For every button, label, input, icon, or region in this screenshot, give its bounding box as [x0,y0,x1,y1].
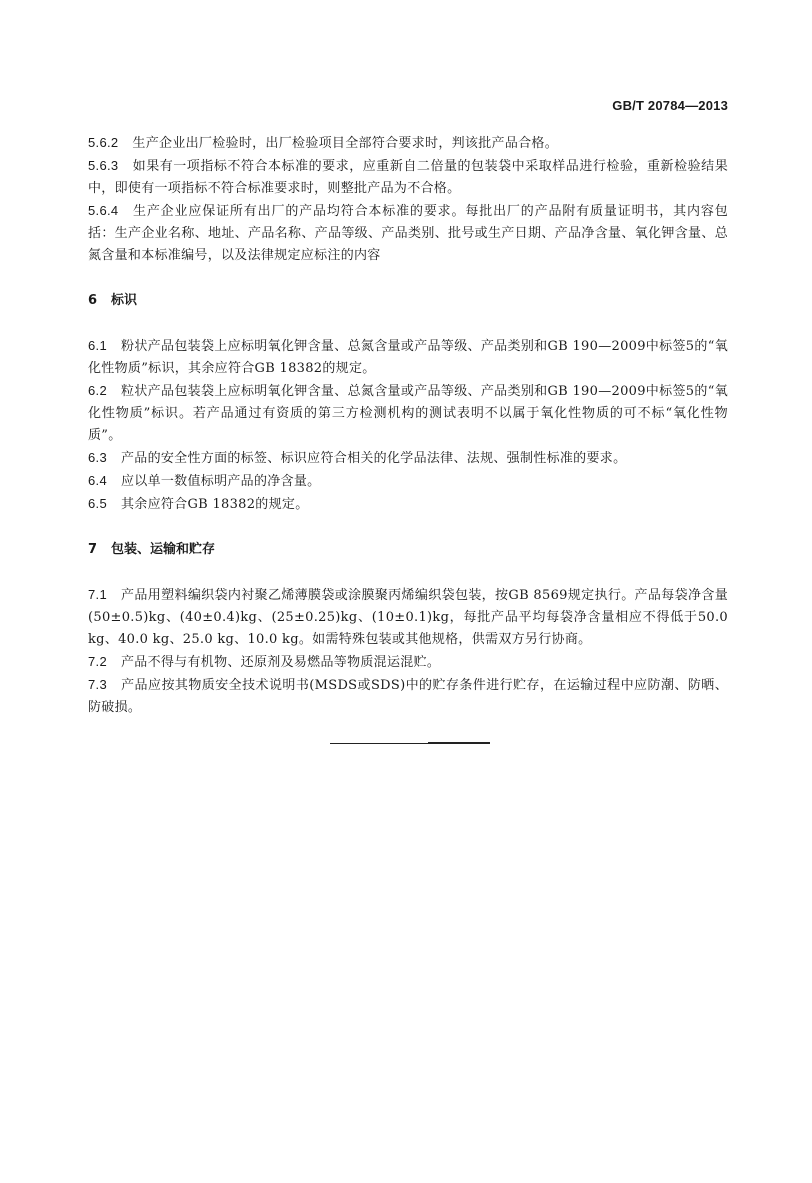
clause-number: 5.6.2 [88,135,119,150]
document-body [88,132,728,719]
section-title: 标识 [111,293,138,308]
clause-text: 应以单一数值标明产品的净含量。 [120,474,321,489]
clause-6-1 [88,335,728,380]
clause-number: 5.6.4 [88,203,119,218]
clause-number: 5.6.3 [88,158,119,173]
section-6-heading [88,290,728,312]
clause-text: 其余应符合GB 18382的规定。 [120,497,309,512]
clause-number: 6.2 [88,383,107,398]
clause-6-2 [88,380,728,447]
clause-number: 6.5 [88,496,107,511]
clause-5-6-2 [88,132,728,155]
clause-number: 6.3 [88,450,107,465]
clause-text: 产品不得与有机物、还原剂及易燃品等物质混运混贮。 [120,655,441,670]
end-of-document-rule [330,743,490,744]
standard-code-header: GB/T 20784—2013 [612,98,728,113]
clause-6-4 [88,470,728,493]
clause-5-6-3 [88,155,728,200]
clause-text: 生产企业应保证所有出厂的产品均符合本标准的要求。每批出厂的产品附有质量证明书，其内容包括：生产企业名称、地址、产品名称、产品等级、产品类别、批号或生产日期、产品净含量、氧化钾含量、总氮含量和本标准编号，以及法律规定应标注的内容 [88,204,728,263]
clause-5-6-4 [88,200,728,267]
clause-text: 产品应按其物质安全技术说明书(MSDS或SDS)中的贮存条件进行贮存，在运输过程中应防潮、防晒、防破损。 [88,678,728,715]
clause-number: 6.1 [88,338,107,353]
section-number: 6 [88,293,98,308]
clause-text: 生产企业出厂检验时，出厂检验项目全部符合要求时，判该批产品合格。 [132,136,559,151]
section-title: 包装、运输和贮存 [111,542,216,557]
clause-6-5 [88,493,728,516]
section-number: 7 [88,542,98,557]
clause-number: 7.3 [88,677,107,692]
clause-7-3 [88,674,728,719]
clause-number: 6.4 [88,473,107,488]
clause-number: 7.1 [88,587,107,602]
clause-text: 产品用塑料编织袋内衬聚乙烯薄膜袋或涂膜聚丙烯编织袋包装，按GB 8569规定执行。产品每袋净含量(50±0.5)kg、(40±0.4)kg、(25±0.25)kg、(10±0.1)kg，每批产品平均每袋净含量相应不得低于50.0 kg、40.0 kg、25.0 kg、10.0 kg。如需特殊包装或其他规格，供需双方另行协商。 [88,588,728,647]
clause-7-2 [88,651,728,674]
clause-number: 7.2 [88,654,107,669]
clause-6-3 [88,447,728,470]
clause-text: 如果有一项指标不符合本标准的要求，应重新自二倍量的包装袋中采取样品进行检验，重新检验结果中，即使有一项指标不符合标准要求时，则整批产品为不合格。 [88,159,728,196]
clause-text: 粒状产品包装袋上应标明氧化钾含量、总氮含量或产品等级、产品类别和GB 190—2009中标签5的“氧化性物质”标识。若产品通过有资质的第三方检测机构的测试表明不以属于氧化性物质的可不标“氧化性物质”。 [88,384,728,443]
section-7-heading [88,539,728,561]
clause-7-1 [88,584,728,651]
clause-text: 产品的安全性方面的标签、标识应符合相关的化学品法律、法规、强制性标准的要求。 [120,451,627,466]
clause-text: 粉状产品包装袋上应标明氧化钾含量、总氮含量或产品等级、产品类别和GB 190—2009中标签5的“氧化性物质”标识，其余应符合GB 18382的规定。 [88,339,728,376]
